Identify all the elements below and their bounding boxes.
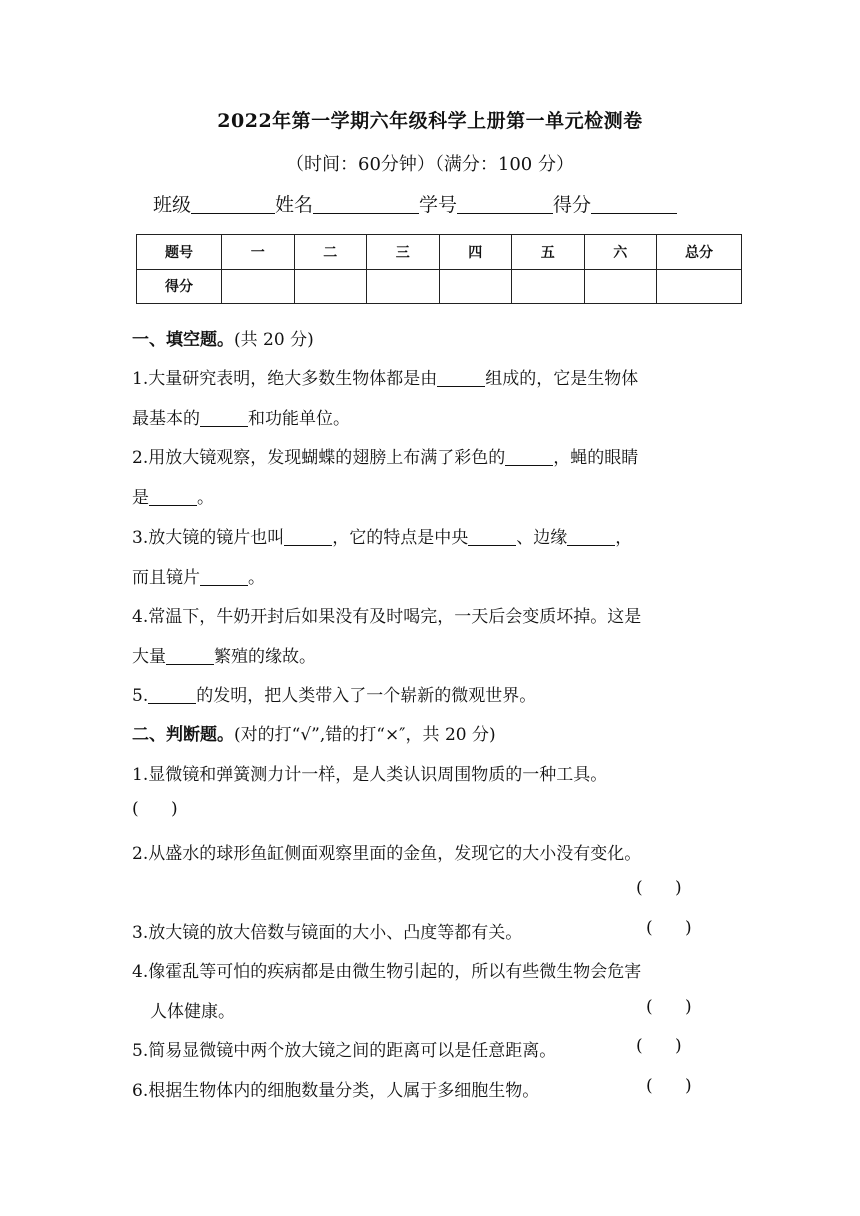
question-text: 繁殖的缘故。 (214, 647, 316, 667)
question-line (132, 483, 214, 508)
id-blank[interactable] (457, 193, 553, 214)
question-line (132, 404, 350, 429)
class-blank[interactable] (191, 193, 275, 214)
score-cell[interactable] (367, 269, 440, 304)
question-text: 5. (132, 686, 149, 706)
score-table (136, 234, 742, 304)
answer-blank[interactable] (468, 527, 516, 546)
question-text: 的发明，把人类带入了一个崭新的微观世界。 (196, 686, 537, 706)
question-text: 和功能单位。 (248, 409, 350, 429)
question-text: 而且镜片 (132, 568, 200, 588)
student-info-line (153, 190, 677, 217)
score-label: 得分 (553, 194, 592, 216)
table-header-cell: 二 (294, 235, 367, 270)
question-line (132, 443, 638, 468)
table-header-cell: 题号 (137, 235, 222, 270)
judgement-item: 6.根据生物体内的细胞数量分类，人属于多细胞生物。 (132, 1081, 540, 1101)
question-line (132, 364, 638, 389)
score-table-header-row (137, 235, 742, 270)
answer-paren[interactable]: ( ) (646, 918, 692, 938)
score-row-label: 得分 (137, 269, 222, 304)
answer-blank[interactable] (200, 567, 248, 586)
id-label: 学号 (419, 194, 458, 216)
judgement-item: 3.放大镜的放大倍数与镜面的大小、凸度等都有关。 (132, 923, 523, 943)
answer-paren[interactable]: ( ) (132, 799, 178, 819)
answer-paren[interactable]: ( ) (636, 1036, 682, 1056)
section1-heading: 一、填空题。 (132, 330, 234, 350)
answer-blank[interactable] (437, 368, 485, 387)
question-text: 最基本的 (132, 409, 200, 429)
question-text: 大量 (132, 647, 166, 667)
judgement-item: 4.像霍乱等可怕的疾病都是由微生物引起的，所以有些微生物会危害 (132, 962, 642, 982)
score-cell[interactable] (512, 269, 585, 304)
question-text: 。 (197, 488, 214, 508)
question-line (132, 602, 641, 627)
score-table-score-row (137, 269, 742, 304)
answer-paren[interactable]: ( ) (646, 1076, 692, 1096)
question-line (132, 523, 632, 548)
score-cell[interactable] (584, 269, 657, 304)
judgement-item: 2.从盛水的球形鱼缸侧面观察里面的金鱼，发现它的大小没有变化。 (132, 844, 642, 864)
score-cell[interactable] (222, 269, 295, 304)
exam-subtitle: （时间：60分钟）（满分：100 分） (286, 154, 574, 175)
section1-heading-line (132, 325, 314, 350)
question-text: ，它的特点是中央 (332, 528, 469, 548)
question-line (132, 563, 265, 588)
table-header-cell: 总分 (657, 235, 742, 270)
answer-blank[interactable] (200, 408, 248, 427)
answer-paren[interactable]: ( ) (636, 878, 682, 898)
judgement-item-continuation: 人体健康。 (150, 1002, 235, 1022)
answer-blank[interactable] (148, 685, 196, 704)
question-text: 3.放大镜的镜片也叫 (132, 528, 285, 548)
table-header-cell: 五 (512, 235, 585, 270)
section2-note: (对的打“√”,错的打“×″，共 20 分) (234, 725, 496, 745)
answer-paren[interactable]: ( ) (646, 997, 692, 1017)
question-text: 组成的，它是生物体 (485, 369, 639, 389)
score-cell[interactable] (657, 269, 742, 304)
question-text: ，蝇的眼睛 (553, 448, 639, 468)
answer-blank[interactable] (149, 487, 197, 506)
answer-blank[interactable] (284, 527, 332, 546)
score-cell[interactable] (294, 269, 367, 304)
answer-blank[interactable] (166, 646, 214, 665)
question-text: ， (615, 528, 633, 548)
question-text: 。 (248, 568, 265, 588)
name-blank[interactable] (313, 193, 419, 214)
question-text: 、边缘 (516, 528, 568, 548)
question-line (132, 642, 316, 667)
section2-heading: 二、判断题。 (132, 725, 234, 745)
class-label: 班级 (153, 194, 192, 216)
section1-note: (共 20 分) (234, 330, 314, 350)
table-header-cell: 三 (367, 235, 440, 270)
question-text: 是 (132, 488, 149, 508)
question-text: 1.大量研究表明，绝大多数生物体都是由 (132, 369, 438, 389)
section2-heading-line (132, 720, 496, 745)
exam-title: 2022年第一学期六年级科学上册第一单元检测卷 (217, 110, 643, 132)
name-label: 姓名 (275, 194, 314, 216)
question-line (132, 681, 536, 706)
answer-blank[interactable] (505, 447, 553, 466)
score-blank[interactable] (591, 193, 677, 214)
table-header-cell: 四 (439, 235, 512, 270)
question-text: 4.常温下，牛奶开封后如果没有及时喝完，一天后会变质坏掉。这是 (132, 607, 642, 627)
answer-blank[interactable] (567, 527, 615, 546)
judgement-item: 5.简易显微镜中两个放大镜之间的距离可以是任意距离。 (132, 1041, 557, 1061)
table-header-cell: 一 (222, 235, 295, 270)
judgement-item: 1.显微镜和弹簧测力计一样，是人类认识周围物质的一种工具。 (132, 765, 608, 785)
score-cell[interactable] (439, 269, 512, 304)
question-text: 2.用放大镜观察，发现蝴蝶的翅膀上布满了彩色的 (132, 448, 506, 468)
table-header-cell: 六 (584, 235, 657, 270)
